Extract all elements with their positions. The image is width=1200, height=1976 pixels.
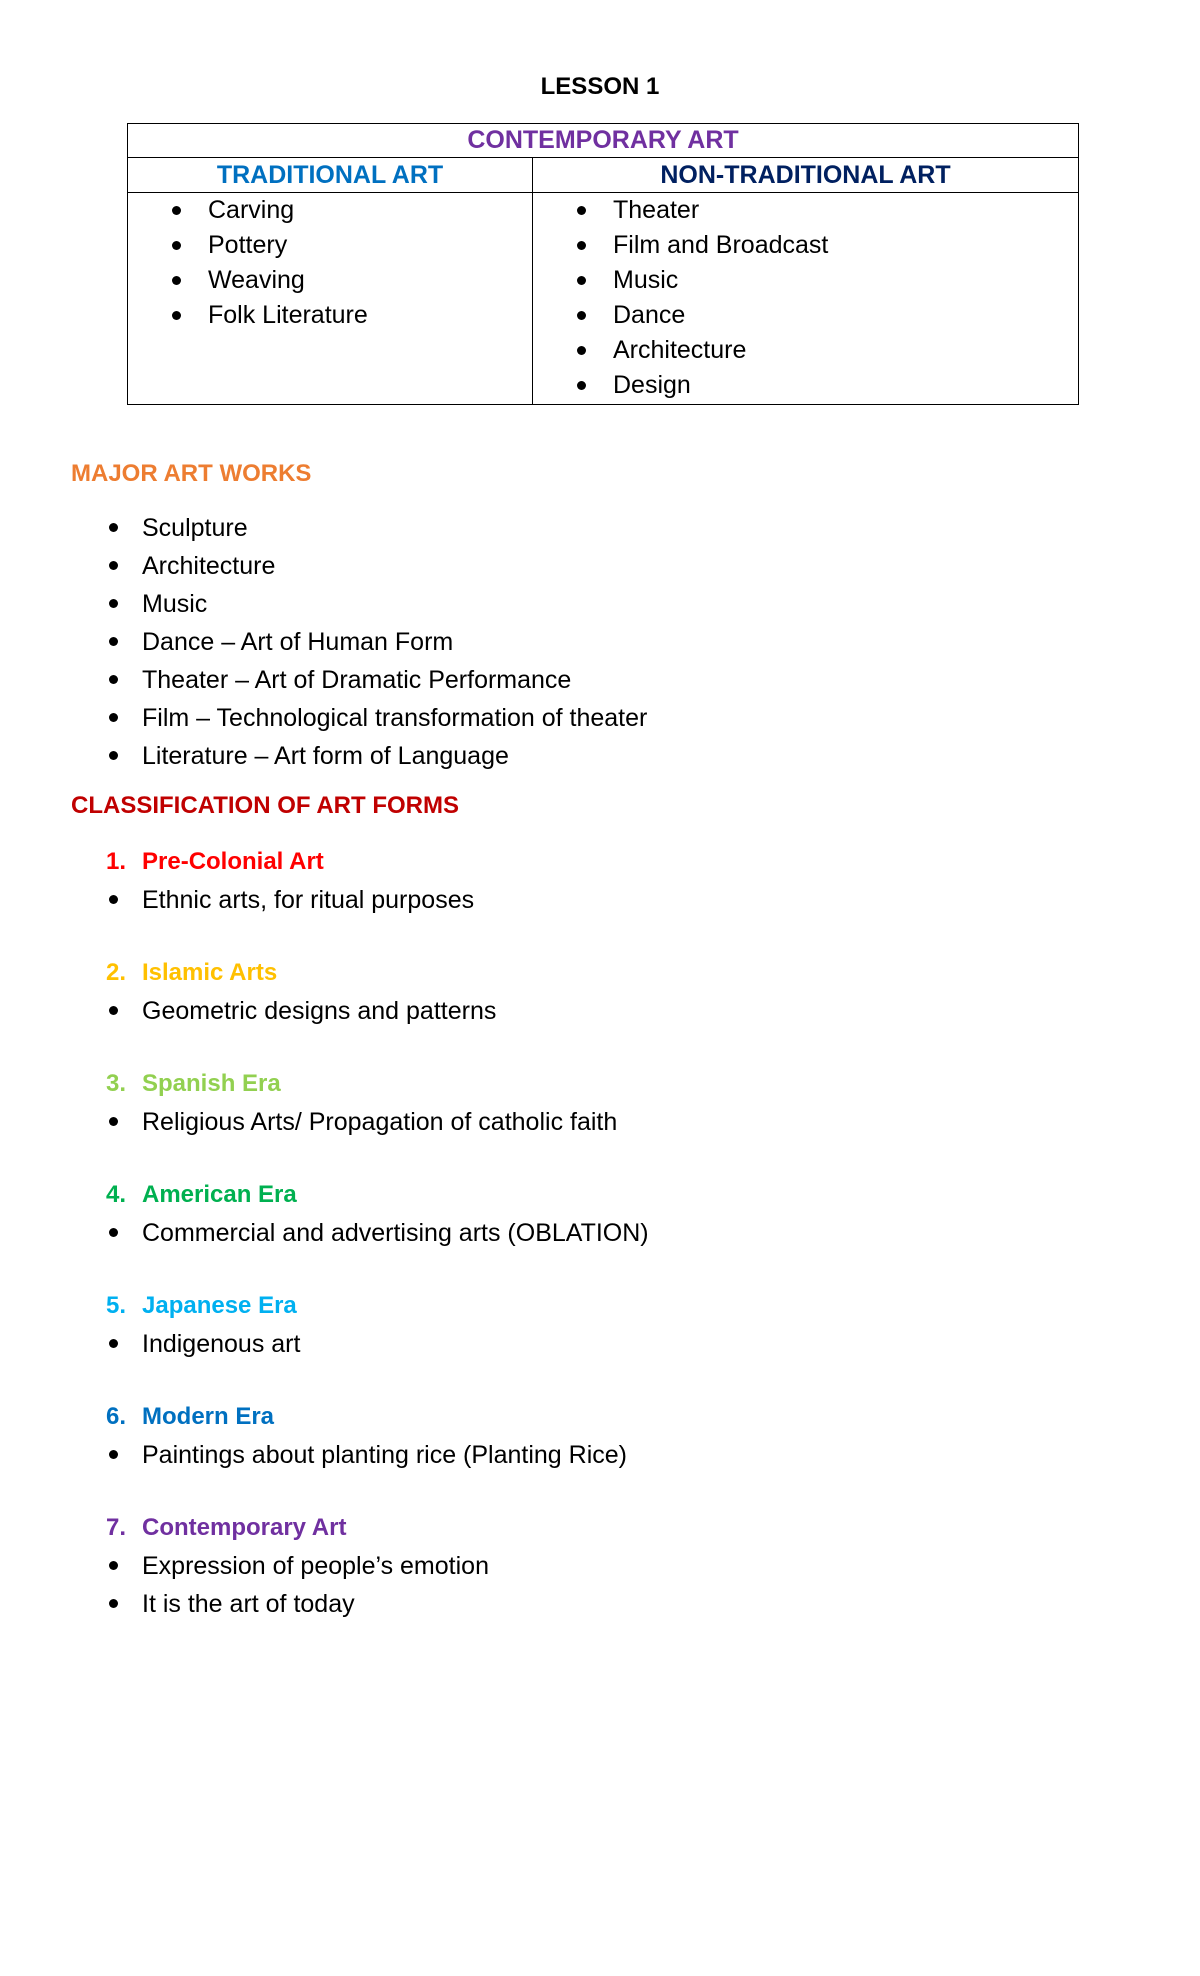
list-item: Sculpture [106,509,647,547]
art-form-name: Japanese Era [142,1292,297,1319]
table-title: CONTEMPORARY ART [128,124,1079,158]
art-form-details [106,1547,1006,1623]
list-item: Indigenous art [106,1325,1006,1363]
lesson-title: LESSON 1 [540,73,660,100]
list-item: It is the art of today [106,1585,1006,1623]
list-item: Architecture [106,547,647,585]
art-form-number: 2. [106,959,127,986]
art-form-contemporary [106,1509,1006,1623]
art-form-name: Modern Era [142,1403,275,1430]
art-form-modern [106,1398,1006,1474]
traditional-art-list [128,193,532,333]
list-item: Dance – Art of Human Form [106,623,647,661]
art-form-american [106,1176,1006,1252]
art-form-number: 4. [106,1181,127,1208]
list-item: Music [106,585,647,623]
art-form-spanish [106,1065,1006,1141]
list-item: Ethnic arts, for ritual purposes [106,881,1006,919]
list-item: Design [577,368,1078,403]
art-form-details [106,1103,1006,1141]
non-traditional-art-cell [533,193,1079,405]
art-form-name: American Era [142,1181,297,1208]
list-item: Music [577,263,1078,298]
list-item: Film and Broadcast [577,228,1078,263]
list-item: Weaving [172,263,532,298]
art-form-details [106,1436,1006,1474]
list-item: Film – Technological transformation of theater [106,699,647,737]
art-form-title [106,843,1006,881]
art-form-number: 5. [106,1292,127,1319]
art-form-name: Spanish Era [142,1070,281,1097]
list-item: Architecture [577,333,1078,368]
list-item: Literature – Art form of Language [106,737,647,775]
art-form-number: 6. [106,1403,127,1430]
art-form-islamic [106,954,1006,1030]
art-form-japanese [106,1287,1006,1363]
art-form-name: Islamic Arts [142,959,278,986]
art-form-details [106,1325,1006,1363]
list-item: Commercial and advertising arts (OBLATION) [106,1214,1006,1252]
list-item: Dance [577,298,1078,333]
list-item: Theater – Art of Dramatic Performance [106,661,647,699]
art-form-number: 1. [106,848,127,875]
non-traditional-art-header: NON-TRADITIONAL ART [533,158,1079,193]
art-form-number: 7. [106,1514,127,1541]
art-form-title [106,1065,1006,1103]
art-form-details [106,1214,1006,1252]
list-item: Folk Literature [172,298,532,333]
art-form-number: 3. [106,1070,127,1097]
art-form-title [106,1176,1006,1214]
art-form-details [106,992,1006,1030]
art-form-name: Pre-Colonial Art [142,848,324,875]
list-item: Expression of people’s emotion [106,1547,1006,1585]
art-form-title [106,1287,1006,1325]
contemporary-art-table [127,123,1079,405]
classification-heading: CLASSIFICATION OF ART FORMS [71,792,459,819]
art-form-title [106,1509,1006,1547]
art-form-title [106,954,1006,992]
list-item: Theater [577,193,1078,228]
major-art-works-list [106,509,647,775]
list-item: Religious Arts/ Propagation of catholic faith [106,1103,1006,1141]
list-item: Paintings about planting rice (Planting Rice) [106,1436,1006,1474]
art-form-details [106,881,1006,919]
non-traditional-art-list [533,193,1078,403]
list-item: Geometric designs and patterns [106,992,1006,1030]
traditional-art-header: TRADITIONAL ART [128,158,533,193]
traditional-art-cell [128,193,533,405]
list-item: Carving [172,193,532,228]
list-item: Pottery [172,228,532,263]
art-form-title [106,1398,1006,1436]
art-form-pre-colonial [106,843,1006,919]
art-form-name: Contemporary Art [142,1514,347,1541]
major-art-works-heading: MAJOR ART WORKS [71,460,312,487]
